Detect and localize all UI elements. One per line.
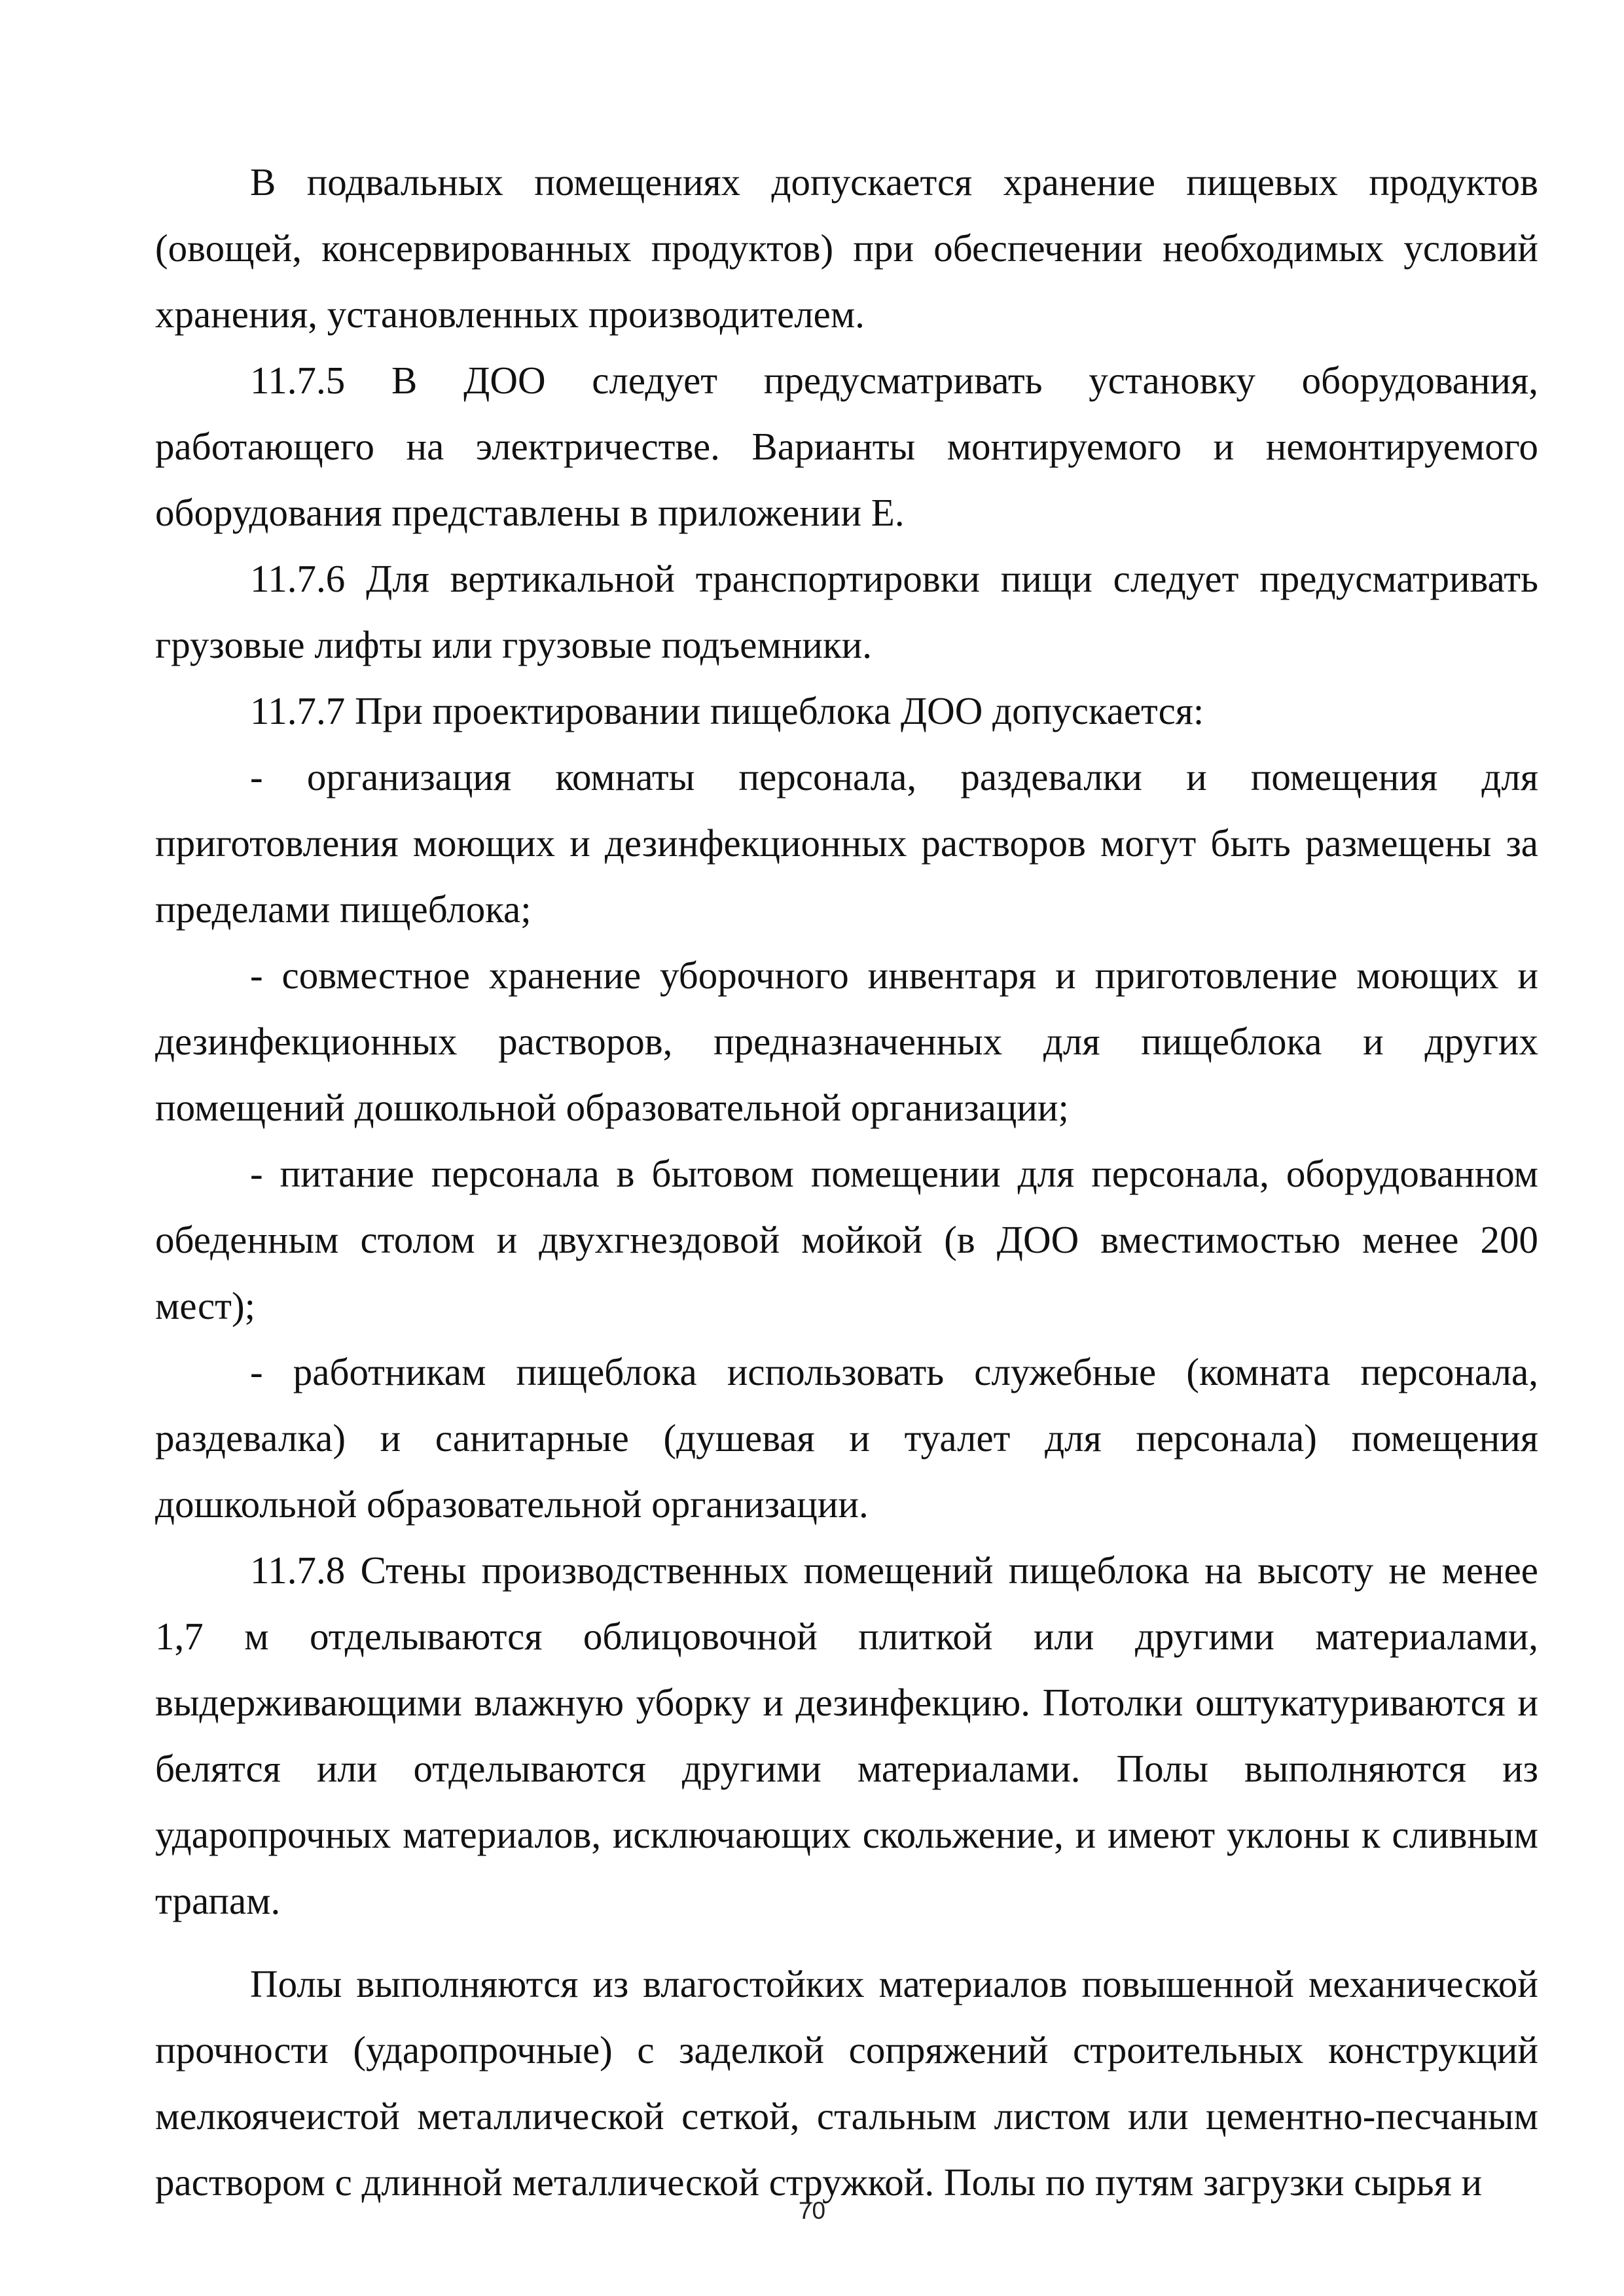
paragraph-basement-storage: В подвальных помещениях допускается хранение пищевых продуктов (овощей, консервированных продуктов) при обеспечении необходимых условий хранения, установленных производителем. [155,160,1538,336]
paragraph-11-7-7: 11.7.7 При проектировании пищеблока ДОО допускается: [250,689,1204,732]
list-item-staff-room: - организация комнаты персонала, раздевалки и помещения для приготовления моющих и дезинфекционных растворов могут быть размещены за пределами пищеблока; [155,755,1538,931]
paragraph-11-7-6: 11.7.6 Для вертикальной транспортировки пищи следует предусматривать грузовые лифты или грузовые подъемники. [155,557,1538,666]
body-text [155,149,1538,2215]
paragraph-11-7-8: 11.7.8 Стены производственных помещений пищеблока на высоту не менее 1,7 м отделываются облицовочной плиткой или другими материалами, выдерживающими влажную уборку и дезинфекцию. Потолки оштукатуриваются и белятся или отделываются другими материалами. Полы выполняются из ударопрочных материалов, исключающих скольжение, и имеют уклоны к сливным трапам. [155,1549,1538,1922]
paragraph-floors: Полы выполняются из влагостойких материалов повышенной механической прочности (ударопрочные) с заделкой сопряжений строительных конструкций мелкоячеистой металлической сеткой, стальным листом или цементно-песчаным раствором с длинной металлической стружкой. Полы по путям загрузки сырья и [155,1962,1538,2204]
list-item-staff-meals: - питание персонала в бытовом помещении для персонала, оборудованном обеденным столом и двухгнездовой мойкой (в ДОО вместимостью менее 200 мест); [155,1152,1538,1327]
page-number: 70 [798,2197,826,2224]
paragraph-11-7-5: 11.7.5 В ДОО следует предусматривать установку оборудования, работающего на электричестве. Варианты монтируемого и немонтируемого оборудования представлены в приложении Е. [155,359,1538,534]
list-item-cleaning-storage: - совместное хранение уборочного инвентаря и приготовление моющих и дезинфекционных растворов, предназначенных для пищеблока и других помещений дошкольной образовательной организации; [155,954,1538,1129]
list-item-staff-facilities: - работникам пищеблока использовать служебные (комната персонала, раздевалка) и санитарные (душевая и туалет для персонала) помещения дошкольной образовательной организации. [155,1350,1538,1526]
